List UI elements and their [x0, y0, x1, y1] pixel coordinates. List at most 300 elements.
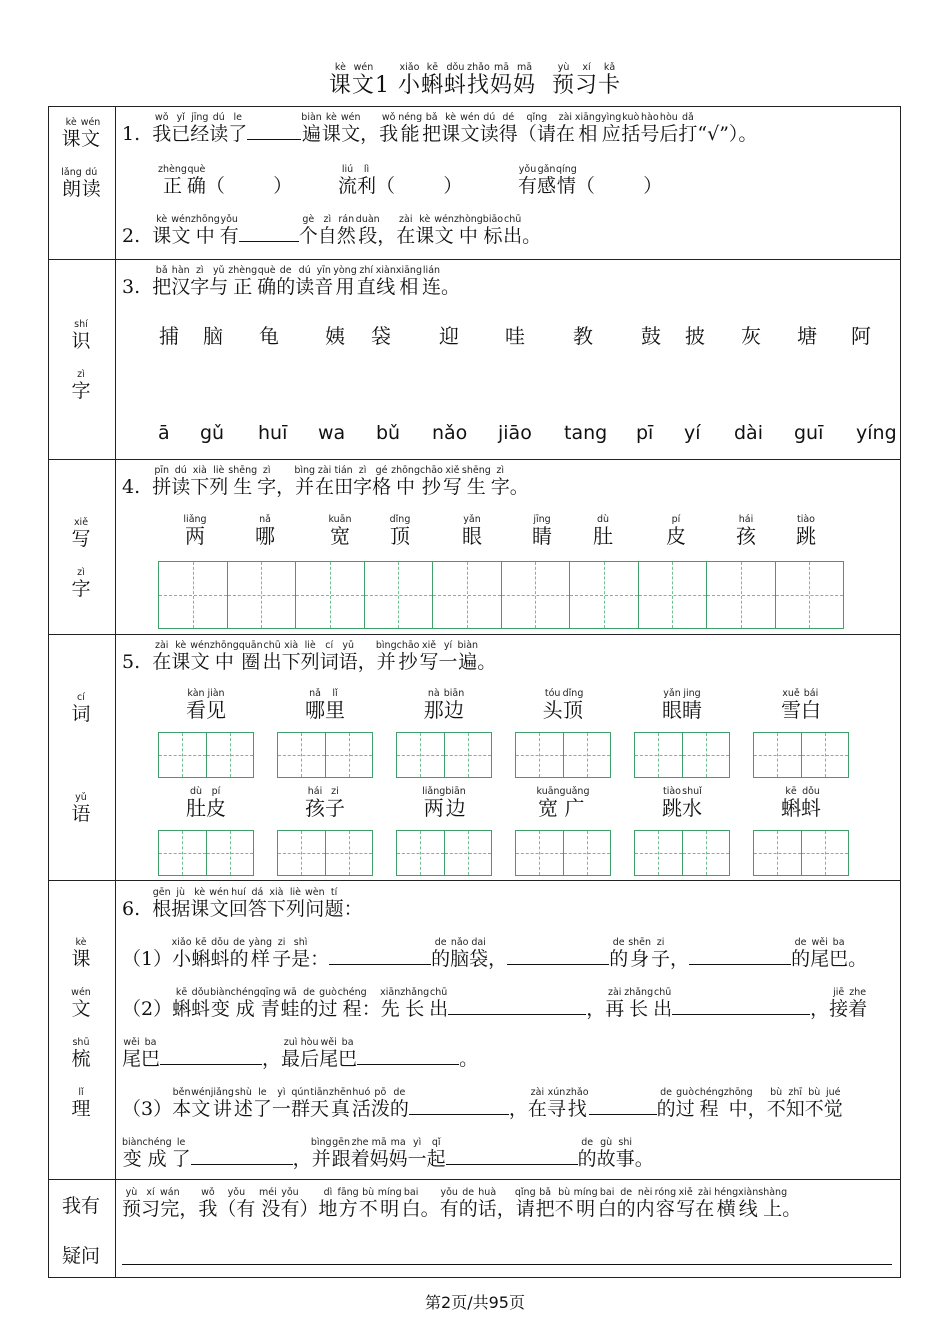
q3-pinyin[interactable]: dài: [734, 422, 763, 444]
ruby-char: 睛jing: [682, 688, 702, 722]
ruby-char: 蚪dǒu: [443, 62, 467, 98]
ruby-char: 妈ma: [388, 1137, 408, 1170]
page-footer: 第2页/共95页: [425, 1293, 525, 1312]
ruby-char: 长zhǎng: [400, 987, 430, 1020]
ruby-char: 是shì: [291, 937, 311, 970]
ruby-char: 朗lǎng: [61, 167, 82, 200]
ruby-char: 明míng: [377, 1187, 402, 1220]
q5-word: [158, 688, 254, 723]
ruby-char: 巴ba: [829, 937, 849, 970]
ruby-char: 文wén: [171, 214, 191, 247]
q4-tianzige-grid[interactable]: [158, 561, 844, 629]
q6-part1: [122, 937, 867, 971]
ruby-char: 子zi: [272, 937, 292, 970]
ruby-char: 的de: [609, 937, 629, 970]
ruby-char: 在zài: [555, 112, 575, 145]
ruby-char: 真zhēn: [328, 1087, 352, 1120]
text-segment: ，: [747, 1098, 767, 1120]
ruby-char: 在zài: [315, 465, 335, 498]
text-segment: 5.: [122, 651, 153, 673]
q3-pinyin[interactable]: jiāo: [498, 422, 532, 444]
ruby-char: 睛jīng: [532, 514, 552, 548]
text-segment: [536, 73, 552, 98]
ruby-char: 的de: [616, 1187, 636, 1220]
ruby-char: 正zhèng: [228, 265, 258, 298]
ruby-char: 皮pí: [206, 786, 226, 820]
q6-blank-11[interactable]: [446, 1146, 578, 1165]
ruby-char: 把bǎ: [535, 1187, 555, 1220]
ruby-char: 蛙wā: [280, 987, 300, 1020]
ruby-char: 哪nǎ: [305, 688, 325, 722]
ruby-char: 字zì: [490, 465, 510, 498]
ruby-char: 得dé: [498, 112, 518, 145]
text-segment: ，: [357, 651, 377, 673]
ruby-char: 孩hái: [305, 786, 325, 820]
ruby-char: 孩hái: [736, 514, 756, 548]
ruby-char: 把bǎ: [422, 112, 442, 145]
ruby-char: 经jīng: [190, 112, 210, 145]
ruby-char: 青qīng: [259, 987, 281, 1020]
q6-stem: [122, 887, 363, 921]
q3-pinyin[interactable]: bǔ: [376, 422, 401, 444]
ruby-char: 跳tiào: [662, 786, 682, 820]
row-divider: [49, 459, 900, 460]
ruby-char: 的de: [276, 265, 296, 298]
ruby-char: 容róng: [654, 1187, 677, 1220]
label-zi: [49, 369, 113, 403]
ruby-char: 字zì: [71, 369, 91, 402]
q5-stem: [122, 640, 496, 674]
q5-word: [396, 786, 492, 821]
ruby-char: 线xiàn: [738, 1187, 759, 1220]
text-segment: 。: [522, 225, 542, 247]
ruby-char: 词cí: [71, 692, 91, 725]
q5-tianzige[interactable]: [515, 830, 611, 876]
q6-blank-3[interactable]: [689, 946, 791, 965]
q6-blank-6[interactable]: [160, 1046, 262, 1065]
ruby-char: 与yǔ: [209, 265, 229, 298]
text-segment: （2）: [122, 998, 173, 1020]
q3-pinyin[interactable]: tang: [564, 422, 608, 444]
q6-blank-8[interactable]: [409, 1096, 509, 1115]
ruby-char: 文wén: [340, 112, 361, 145]
ruby-char: 抄chāo: [396, 640, 420, 673]
text-segment: ，: [276, 476, 296, 498]
q5-tianzige[interactable]: [396, 732, 492, 778]
ruby-char: 广guǎng: [559, 786, 590, 820]
label-yiwen: 疑问: [61, 1245, 100, 1267]
ruby-char: 理lǐ: [71, 1087, 91, 1120]
ruby-char: 读dú: [209, 112, 229, 145]
ruby-char: 白bái: [801, 688, 821, 722]
q1-blank-count[interactable]: [247, 121, 301, 140]
ruby-char: 课kè: [71, 937, 91, 970]
q3-char[interactable]: 灰: [741, 324, 761, 348]
ruby-char: 课kè: [328, 62, 352, 98]
q3-char[interactable]: 姨: [325, 324, 345, 348]
ruby-char: 文wén: [351, 62, 375, 98]
q3-pinyin[interactable]: wa: [318, 422, 346, 444]
q3-pinyin[interactable]: pī: [636, 422, 654, 444]
ruby-char: 皮pí: [666, 514, 686, 548]
q3-pinyin[interactable]: yí: [684, 422, 701, 444]
ruby-char: 肚dù: [186, 786, 206, 820]
ruby-char: 应yìng: [600, 112, 622, 145]
q5-tianzige[interactable]: [753, 830, 849, 876]
ruby-char: 感gǎn: [537, 164, 557, 197]
ruby-char: 情qíng: [556, 164, 577, 197]
text-segment: ，: [292, 1148, 312, 1170]
ruby-char: 题tí: [324, 887, 344, 920]
ruby-char: 两liǎng: [183, 514, 207, 548]
text-segment: ，: [670, 948, 690, 970]
ruby-char: 梳shū: [71, 1037, 91, 1070]
ruby-char: 线xiàn: [375, 265, 396, 298]
ruby-char: 下xià: [281, 640, 301, 673]
ruby-char: 天tiān: [309, 1087, 329, 1120]
q5-word: [277, 786, 373, 821]
ruby-char: 没méi: [255, 1187, 281, 1220]
q7-answer-line[interactable]: [122, 1264, 892, 1265]
q6-blank-2[interactable]: [507, 946, 609, 965]
ruby-char: 确què: [257, 265, 277, 298]
q3-pinyin[interactable]: guī: [794, 422, 824, 444]
ruby-char: 起qǐ: [426, 1137, 446, 1170]
ruby-char: 里lǐ: [325, 688, 345, 722]
q2-blank-count[interactable]: [239, 223, 299, 242]
ruby-char: 再zài: [605, 987, 625, 1020]
q3-char[interactable]: 捕: [159, 324, 179, 348]
q3-pinyin[interactable]: gǔ: [200, 422, 225, 444]
ruby-char: 个gè: [298, 214, 318, 247]
text-segment: ）: [299, 1198, 319, 1220]
ruby-char: 有yǒu: [439, 1187, 459, 1220]
ruby-char: 问wèn: [304, 887, 325, 920]
ruby-char: 子zi: [651, 937, 671, 970]
q5-word: [634, 786, 730, 821]
ruby-char: 找zhǎo: [565, 1087, 589, 1120]
q1-option-zhengque[interactable]: [158, 164, 292, 198]
text-segment: 4.: [122, 476, 153, 498]
ruby-char: 的de: [791, 937, 811, 970]
label-langdu: [49, 167, 113, 201]
text-segment: ，: [179, 1198, 199, 1220]
text-segment: ：: [310, 948, 330, 970]
ruby-char: 蝌kē: [420, 62, 444, 98]
q5-tianzige[interactable]: [515, 732, 611, 778]
q5-word: [515, 688, 611, 723]
ruby-char: 字zì: [71, 567, 91, 600]
ruby-char: 知zhī: [785, 1087, 805, 1120]
ruby-char: 雪xuě: [781, 688, 801, 722]
q4-char: [448, 514, 496, 549]
ruby-char: 我wǒ: [198, 1187, 218, 1220]
ruby-char: 寻xún: [546, 1087, 566, 1120]
ruby-char: 卡kǎ: [598, 62, 622, 98]
ruby-char: 生shēng: [228, 465, 258, 498]
q3-pinyin[interactable]: huī: [258, 422, 288, 444]
ruby-char: 的de: [431, 937, 451, 970]
q6-period: 。: [459, 1048, 479, 1070]
ruby-char: 群qún: [290, 1087, 310, 1120]
ruby-char: 中zhōng: [723, 1087, 753, 1120]
q4-char: [518, 514, 566, 549]
text-segment: 1.: [122, 123, 153, 145]
q6-part3-line1: [122, 1087, 843, 1121]
ruby-char: 出chū: [429, 987, 449, 1020]
ruby-char: 眼yǎn: [462, 514, 482, 548]
text-segment: （ ）: [376, 175, 463, 197]
q3-pinyin[interactable]: yíng: [856, 422, 897, 444]
q3-char[interactable]: 鼓: [641, 324, 661, 348]
q4-char: [579, 514, 627, 549]
q3-char[interactable]: 阿: [851, 324, 871, 348]
text-segment: （ ）: [575, 175, 663, 197]
ruby-char: 述shù: [233, 1087, 253, 1120]
ruby-char: （请qǐng: [517, 112, 556, 145]
label-yu: [49, 792, 113, 826]
q5-tianzige[interactable]: [634, 732, 730, 778]
q6-blank-9[interactable]: [589, 1096, 657, 1115]
q3-char[interactable]: 袋: [371, 324, 391, 348]
q3-stem: [122, 265, 460, 299]
ruby-char: 样yàng: [248, 937, 273, 970]
text-segment: 。: [477, 651, 497, 673]
ruby-char: 抄chāo: [419, 465, 443, 498]
q3-char[interactable]: 教: [573, 324, 593, 348]
ruby-char: 在zài: [527, 1087, 547, 1120]
ruby-char: 找zhǎo: [466, 62, 490, 98]
ruby-char: 回huí: [228, 887, 248, 920]
column-divider: [115, 107, 116, 1277]
ruby-char: 圈quān: [238, 640, 263, 673]
ruby-char: 生shēng: [461, 465, 491, 498]
q3-char[interactable]: 龟: [259, 324, 279, 348]
ruby-char: 文wén: [460, 112, 480, 145]
ruby-char: 打dǎ: [678, 112, 698, 145]
ruby-char: 变biàn: [122, 1137, 143, 1170]
ruby-char: 尾wěi: [319, 1037, 339, 1070]
ruby-char: 边biān: [445, 786, 466, 820]
q4-char: [241, 514, 289, 549]
ruby-char: 不bù: [358, 1187, 378, 1220]
ruby-char: 遍biàn: [301, 112, 322, 145]
q6-blank-4[interactable]: [448, 996, 586, 1015]
ruby-char: 字zì: [190, 265, 210, 298]
text-segment: 1: [374, 73, 398, 98]
q5-tianzige[interactable]: [277, 732, 373, 778]
q5-tianzige[interactable]: [634, 830, 730, 876]
ruby-char: 看kàn: [186, 688, 206, 722]
q6-blank-10[interactable]: [191, 1146, 293, 1165]
q3-char[interactable]: 迎: [439, 324, 459, 348]
ruby-char: 并bìng: [310, 1137, 332, 1170]
ruby-char: 边biān: [443, 688, 465, 722]
text-segment: ，: [496, 1198, 516, 1220]
label-woyou: 我有: [61, 1195, 100, 1217]
ruby-char: 程chéng: [694, 1087, 724, 1120]
q3-char[interactable]: 哇: [505, 324, 525, 348]
ruby-char: 巴ba: [338, 1037, 358, 1070]
text-segment: ：: [361, 998, 381, 1020]
ruby-char: 明míng: [573, 1187, 598, 1220]
ruby-char: 本běn: [172, 1087, 192, 1120]
text-segment: （1）: [122, 948, 173, 970]
ruby-char: 有yǒu: [219, 214, 239, 247]
q3-char[interactable]: 脑: [203, 324, 223, 348]
label-ci: [49, 692, 113, 726]
text-segment: 。: [634, 1148, 654, 1170]
ruby-char: 白bai: [597, 1187, 617, 1220]
text-segment: “√”）。: [697, 123, 758, 145]
q5-word: [634, 688, 730, 723]
q1-option-yougangqing[interactable]: [518, 164, 662, 198]
q3-pinyin[interactable]: nǎo: [432, 422, 468, 444]
ruby-char: 讲jiǎng: [210, 1087, 234, 1120]
ruby-char: 觉jué: [823, 1087, 843, 1120]
ruby-char: 课kè: [415, 214, 435, 247]
ruby-char: 完wán: [160, 1187, 180, 1220]
q6-part2-line2: [122, 1037, 478, 1071]
ruby-char: 预yù: [122, 1187, 142, 1220]
ruby-char: 一yí: [438, 640, 458, 673]
ruby-char: 泼pō: [370, 1087, 390, 1120]
label-shi: [49, 319, 113, 353]
q3-pinyin[interactable]: ā: [158, 422, 170, 444]
q6-blank-7[interactable]: [357, 1046, 459, 1065]
ruby-char: （有yǒu: [217, 1187, 256, 1220]
text-segment: 3.: [122, 276, 153, 298]
ruby-char: 蝌kē: [191, 937, 211, 970]
ruby-char: 方fāng: [337, 1187, 359, 1220]
ruby-char: 文wén: [71, 987, 91, 1020]
ruby-char: 字zì: [353, 465, 373, 498]
q5-word: [396, 688, 492, 723]
ruby-char: 的de: [229, 937, 249, 970]
ruby-char: 后hòu: [659, 112, 679, 145]
text-segment: ，: [262, 1048, 282, 1070]
ruby-char: 直zhí: [356, 265, 376, 298]
text-segment: 。: [509, 476, 529, 498]
q4-char: [722, 514, 770, 549]
ruby-char: 的de: [577, 1137, 597, 1170]
ruby-char: 不bù: [766, 1087, 786, 1120]
q6-blank-1[interactable]: [329, 946, 431, 965]
ruby-char: 正zhèng: [158, 164, 187, 197]
ruby-char: 眼yǎn: [662, 688, 682, 722]
label-li: [49, 1087, 113, 1121]
q5-tianzige[interactable]: [158, 732, 254, 778]
text-segment: 。: [420, 1198, 440, 1220]
q3-char[interactable]: 塘: [797, 324, 817, 348]
ruby-char: 地dì: [318, 1187, 338, 1220]
text-segment: ：: [343, 898, 363, 920]
text-segment: （3）: [122, 1098, 173, 1120]
text-segment: ，: [377, 225, 397, 247]
ruby-char: 并bìng: [375, 640, 397, 673]
ruby-char: 见jiàn: [206, 688, 226, 722]
text-segment: ，: [508, 1098, 528, 1120]
ruby-char: 词cí: [319, 640, 339, 673]
ruby-char: 身shēn: [628, 937, 652, 970]
q4-char: [171, 514, 219, 549]
ruby-char: 尾wěi: [810, 937, 830, 970]
ruby-char: 请qǐng: [514, 1187, 536, 1220]
ruby-char: 格gé: [372, 465, 392, 498]
ruby-char: 在zài: [695, 1187, 715, 1220]
ruby-char: 流liú: [338, 164, 358, 197]
q5-word: [277, 688, 373, 723]
q5-word: [753, 786, 849, 821]
ruby-char: 号hào: [640, 112, 660, 145]
ruby-char: 拼pīn: [152, 465, 172, 498]
label-xie: [49, 517, 113, 551]
ruby-char: 能néng: [398, 112, 423, 145]
ruby-char: 中zhōng: [391, 465, 420, 498]
q5-word: [515, 786, 611, 821]
q3-char[interactable]: 披: [685, 324, 705, 348]
ruby-char: 课kè: [152, 214, 172, 247]
label-wen: [49, 987, 113, 1021]
q6-part3-line2: [122, 1137, 654, 1171]
ruby-char: 写xiě: [71, 517, 91, 550]
q6-blank-5[interactable]: [672, 996, 810, 1015]
ruby-char: 活huó: [351, 1087, 371, 1120]
ruby-char: 在zài: [152, 640, 172, 673]
ruby-char: 相xiāng: [574, 112, 601, 145]
ruby-char: 上shàng: [758, 1187, 788, 1220]
ruby-char: 跳tiào: [796, 514, 816, 548]
ruby-char: 故gù: [596, 1137, 616, 1170]
ruby-char: 然rán: [336, 214, 356, 247]
ruby-char: 课kè: [190, 887, 210, 920]
ruby-char: 成chéng: [142, 1137, 172, 1170]
ruby-char: 哪nǎ: [255, 514, 275, 548]
q5-tianzige[interactable]: [396, 830, 492, 876]
ruby-char: 列liè: [209, 465, 229, 498]
ruby-char: 中zhōng: [209, 640, 239, 673]
q5-word: [158, 786, 254, 821]
ruby-char: 那nà: [423, 688, 444, 722]
ruby-char: 跟gēn: [331, 1137, 351, 1170]
ruby-char: 顶dǐng: [389, 514, 411, 548]
ruby-char: 小xiǎo: [397, 62, 421, 98]
q5-tianzige[interactable]: [158, 830, 254, 876]
ruby-char: 蚪dǒu: [191, 987, 211, 1020]
ruby-char: 根gēn: [152, 887, 172, 920]
q1-option-liuli[interactable]: [338, 164, 462, 198]
ruby-char: 在zài: [396, 214, 416, 247]
q5-tianzige[interactable]: [277, 830, 373, 876]
label-ke: [49, 937, 113, 971]
ruby-char: 课kè: [441, 112, 461, 145]
page-title: [0, 62, 950, 99]
q4-char: [782, 514, 830, 549]
ruby-char: 后hòu: [300, 1037, 320, 1070]
ruby-char: 利lì: [357, 164, 377, 197]
ruby-char: 了le: [252, 1087, 272, 1120]
label-zi-2: [49, 567, 113, 601]
q5-tianzige[interactable]: [753, 732, 849, 778]
ruby-char: 自zì: [317, 214, 337, 247]
ruby-char: 有yǒu: [280, 1187, 300, 1220]
text-segment: 6.: [122, 898, 153, 920]
ruby-char: 列liè: [285, 887, 305, 920]
text-segment: ，: [810, 998, 830, 1020]
ruby-char: 语yǔ: [338, 640, 358, 673]
q4-char: [376, 514, 424, 549]
text-segment: 。: [848, 948, 868, 970]
